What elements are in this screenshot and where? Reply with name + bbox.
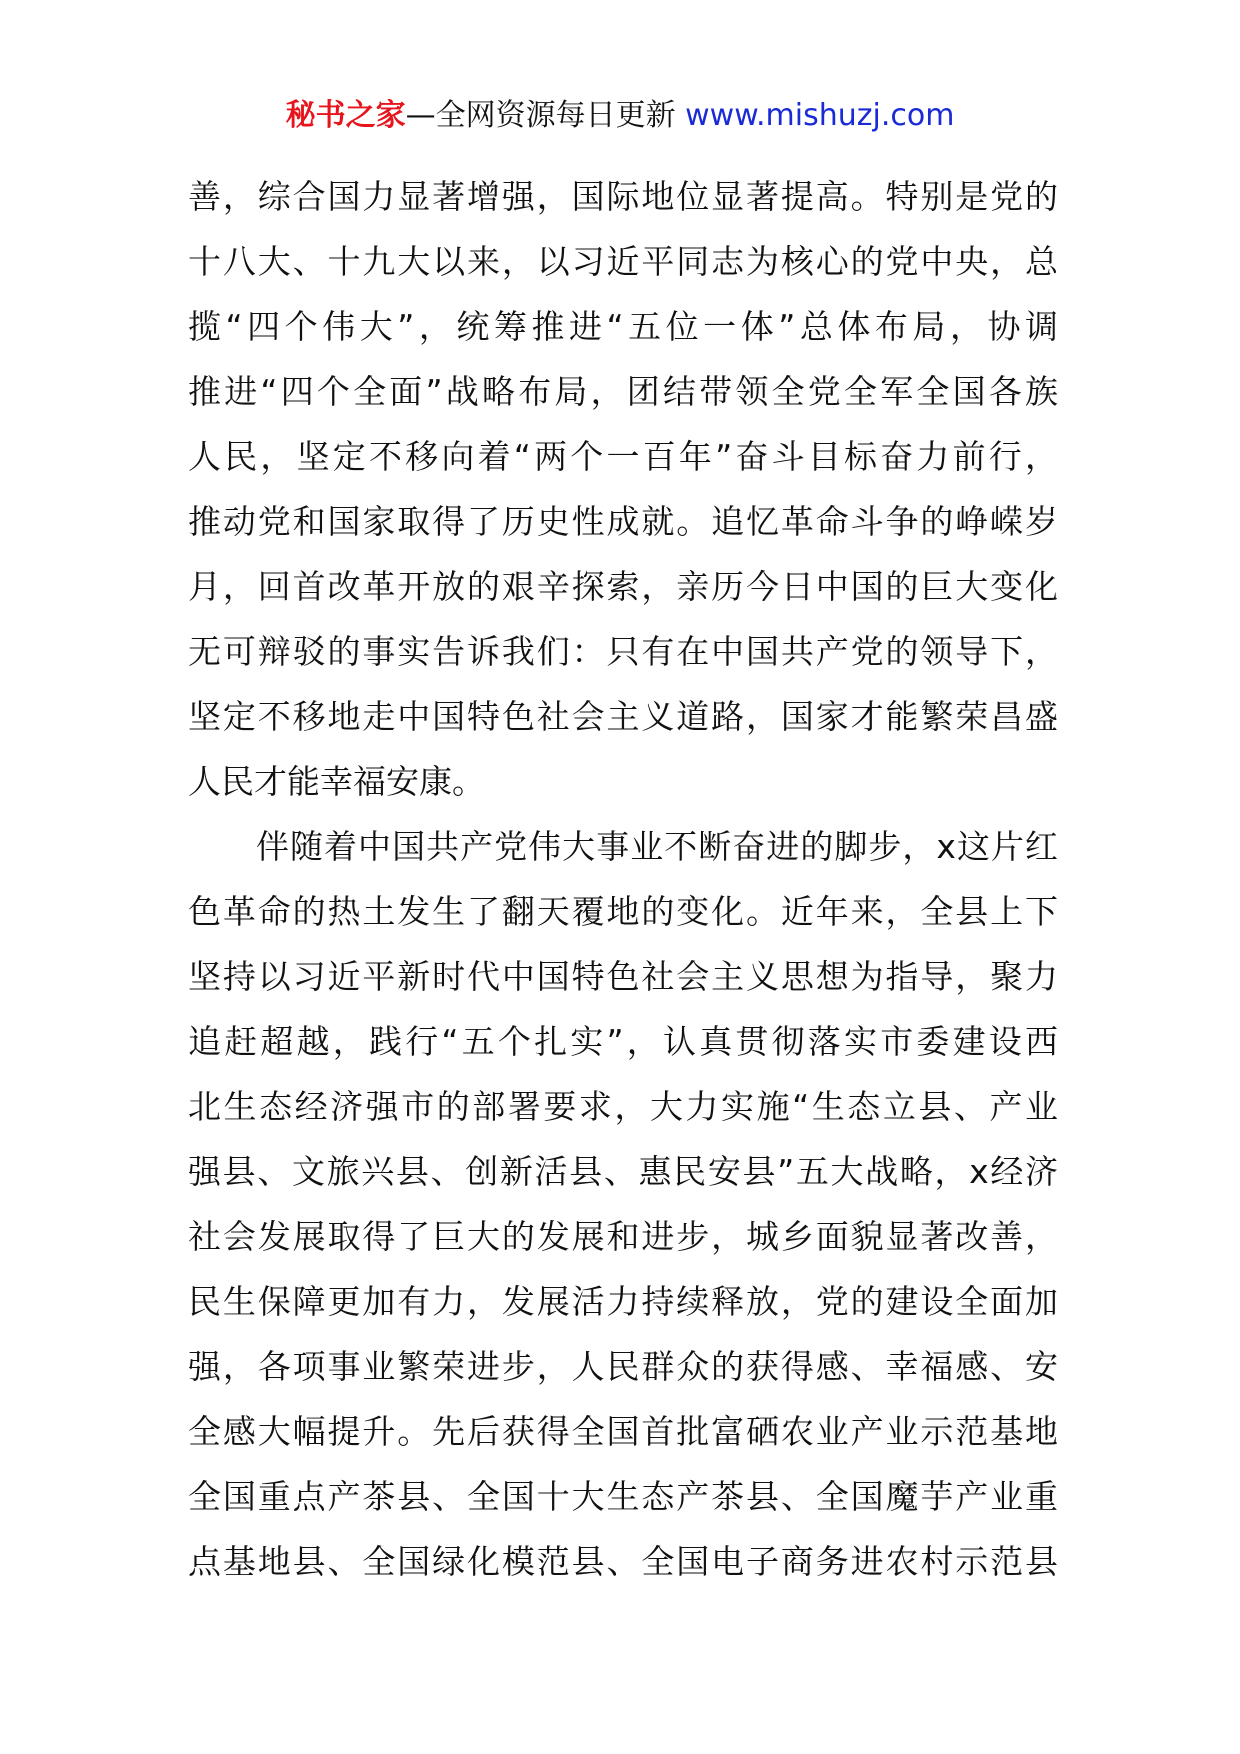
text-line: 坚持以习近平新时代中国特色社会主义思想为指导，聚力 xyxy=(188,957,1058,996)
text-line: 坚定不移地走中国特色社会主义道路，国家才能繁荣昌盛 xyxy=(188,697,1058,736)
paragraph xyxy=(188,164,1058,814)
paragraph xyxy=(188,814,1058,1594)
brand-name: 秘书之家 xyxy=(285,98,406,133)
header-tagline: —全网资源每日更新 xyxy=(405,98,676,133)
text-line: 人民才能幸福安康。 xyxy=(188,762,485,801)
text-line: 月，回首改革开放的艰辛探索，亲历今日中国的巨大变化 xyxy=(188,567,1058,606)
text-line: 推动党和国家取得了历史性成就。追忆革命斗争的峥嵘岁 xyxy=(188,502,1058,541)
text-line: 强，各项事业繁荣进步，人民群众的获得感、幸福感、安 xyxy=(188,1347,1058,1386)
text-line: 追赶超越，践行“五个扎实”，认真贯彻落实市委建设西 xyxy=(188,1022,1058,1061)
text-line: 十八大、十九大以来，以习近平同志为核心的党中央，总 xyxy=(188,242,1058,281)
page-header xyxy=(0,96,1240,136)
text-line: 北生态经济强市的部署要求，大力实施“生态立县、产业 xyxy=(188,1087,1058,1126)
text-line: 全感大幅提升。先后获得全国首批富硒农业产业示范基地 xyxy=(188,1412,1058,1451)
text-line: 人民，坚定不移向着“两个一百年”奋斗目标奋力前行， xyxy=(188,437,1058,476)
text-line: 全国重点产茶县、全国十大生态产茶县、全国魔芋产业重 xyxy=(188,1477,1058,1516)
text-line: 强县、文旅兴县、创新活县、惠民安县”五大战略，x经济 xyxy=(188,1152,1058,1191)
text-line: 色革命的热土发生了翻天覆地的变化。近年来，全县上下 xyxy=(188,892,1058,931)
website-link[interactable]: www.mishuzj.com xyxy=(685,98,955,133)
text-line: 无可辩驳的事实告诉我们：只有在中国共产党的领导下， xyxy=(188,632,1058,671)
text-line: 民生保障更加有力，发展活力持续释放，党的建设全面加 xyxy=(188,1282,1058,1321)
text-line: 善，综合国力显著增强，国际地位显著提高。特别是党的 xyxy=(188,177,1058,216)
text-line: 推进“四个全面”战略布局，团结带领全党全军全国各族 xyxy=(188,372,1058,411)
text-line: 社会发展取得了巨大的发展和进步，城乡面貌显著改善， xyxy=(188,1217,1058,1256)
text-line: 点基地县、全国绿化模范县、全国电子商务进农村示范县 xyxy=(188,1542,1058,1581)
document-body xyxy=(188,164,1058,1594)
text-line: 揽“四个伟大”，统筹推进“五位一体”总体布局，协调 xyxy=(188,307,1058,346)
text-line: 伴随着中国共产党伟大事业不断奋进的脚步，x这片红 xyxy=(256,827,1058,866)
